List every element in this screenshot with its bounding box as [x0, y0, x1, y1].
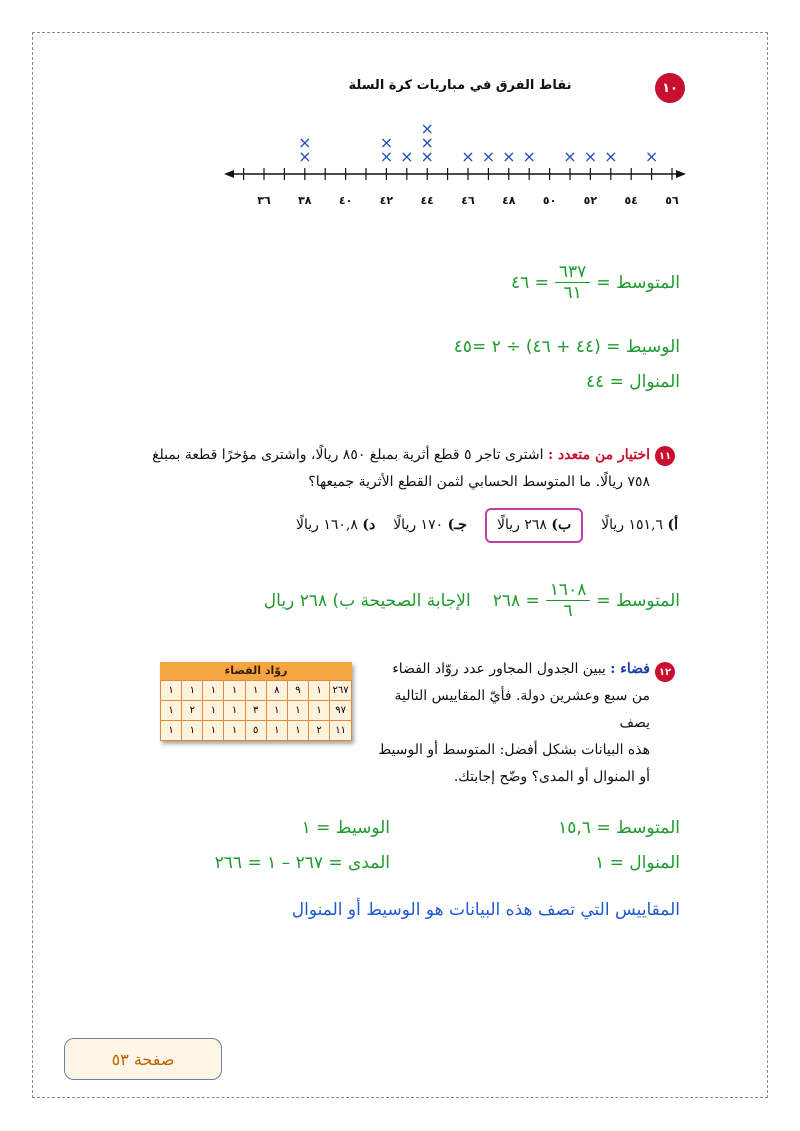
table-cell: ١: [266, 701, 287, 721]
table-cell: ١: [224, 681, 245, 701]
q12-median: الوسيط = ١: [301, 818, 390, 838]
q11-option-c-text: ١٧٠ ريالًا: [393, 517, 444, 533]
q11-option-b-text: ٢٦٨ ريالًا: [496, 517, 547, 533]
astronauts-table: [160, 662, 352, 741]
table-cell: ١: [309, 681, 330, 701]
table-cell: ١: [266, 721, 287, 741]
data-point-x-mark: ×: [420, 147, 434, 166]
data-point-x-mark: ×: [644, 147, 659, 166]
q11-option-c-letter: جـ): [447, 517, 467, 533]
q11-option-d-text: ١٦٠,٨ ريالًا: [295, 517, 358, 533]
question-11-number: ١١: [658, 450, 672, 462]
table-cell: ١: [182, 721, 203, 741]
q12-line2: من سبع وعشرين دولة. فأيّ المقاييس التالية يصف: [394, 688, 650, 731]
astronauts-table-grid: [160, 680, 352, 741]
q11-line2: ٧٥٨ ريالًا. ما المتوسط الحسابي لثمن القطع الأثرية جميعها؟: [308, 474, 650, 490]
q12-range: المدى = ٢٦٧ – ١ = ٢٦٦: [214, 853, 390, 873]
page-number-label: صفحة ٥٣: [111, 1049, 175, 1069]
data-point-x-mark: ×: [583, 147, 598, 166]
table-row: [161, 701, 352, 721]
q12-mean: المتوسط = ١٥,٦: [558, 818, 680, 838]
data-point-x-mark: ×: [298, 133, 312, 152]
q12-line1: يبين الجدول المجاور عدد روّاد الفضاء: [392, 661, 606, 677]
q11-mean-label: المتوسط =: [596, 590, 680, 611]
data-point-x-mark: ×: [481, 147, 496, 166]
q11-line1: اشترى تاجر ٥ قطع أثرية بمبلغ ٨٥٠ ريالًا، واشترى مؤخرًا قطعة بمبلغ: [152, 447, 544, 463]
data-point-x-mark: ×: [420, 133, 434, 152]
data-point-x-mark: ×: [379, 133, 394, 152]
data-point-x-mark: ×: [604, 147, 618, 166]
q10-mean-numerator: ٦٣٧: [555, 262, 590, 283]
q11-text: [95, 442, 650, 496]
q10-mean-fraction: [555, 262, 590, 303]
table-cell: ٥: [245, 721, 266, 741]
table-cell: ٩: [287, 681, 308, 701]
axis-tick-label: ٤٠: [338, 194, 353, 207]
dot-plot: [220, 100, 690, 210]
table-cell: ١: [203, 681, 224, 701]
q11-correct-answer: الإجابة الصحيحة ب) ٢٦٨ ريال: [263, 590, 471, 611]
data-point-x-mark: ×: [420, 119, 434, 138]
q11-option-a-text: ١٥١,٦ ريالًا: [601, 517, 664, 533]
table-cell: ١١: [330, 721, 352, 741]
q11-option-d-letter: د): [362, 517, 376, 533]
axis-tick-label: ٤٨: [502, 194, 516, 207]
data-point-x-mark: ×: [502, 147, 516, 166]
table-row: [161, 721, 352, 741]
number-line-right-arrow: [676, 170, 686, 178]
table-cell: ١: [203, 721, 224, 741]
axis-tick-label: ٣٦: [257, 194, 271, 207]
table-cell: ٨: [266, 681, 287, 701]
q10-mean-label: المتوسط =: [596, 272, 680, 293]
q12-mode: المنوال = ١: [595, 853, 680, 873]
table-cell: ١: [287, 701, 308, 721]
q12-text: [362, 656, 650, 791]
table-cell: ٣: [245, 701, 266, 721]
axis-tick-label: ٥٠: [542, 194, 557, 207]
table-cell: ١: [161, 681, 182, 701]
q11-mean-fraction: [546, 580, 591, 621]
data-point-x-mark: ×: [379, 147, 394, 166]
axis-tick-label: ٥٦: [665, 194, 679, 207]
table-cell: ١: [224, 721, 245, 741]
table-cell: ١: [224, 701, 245, 721]
axis-tick-label: ٤٢: [379, 194, 394, 207]
q11-heading: اختيار من متعدد :: [547, 447, 650, 463]
q12-line3: هذه البيانات بشكل أفضل: المتوسط أو الوسيط: [378, 742, 650, 758]
question-10-badge: [655, 73, 685, 103]
table-cell: ١: [182, 681, 203, 701]
table-cell: ١: [203, 701, 224, 721]
q10-mean-denominator: ٦١: [563, 283, 582, 303]
table-cell: ١: [309, 701, 330, 721]
q12-line4: أو المنوال أو المدى؟ وضّح إجابتك.: [453, 769, 650, 785]
q10-mode: المنوال = ٤٤: [585, 372, 680, 392]
q12-conclusion: المقاييس التي تصف هذه البيانات هو الوسيط أو المنوال: [291, 900, 680, 920]
q11-mean-result: = ٢٦٨: [492, 590, 540, 611]
data-point-x-mark: ×: [298, 147, 312, 166]
q11-option-c[interactable]: [393, 512, 467, 539]
data-point-x-mark: ×: [563, 147, 577, 166]
axis-tick-label: ٥٤: [624, 194, 638, 207]
q11-option-a-letter: أ): [667, 517, 678, 533]
table-row: [161, 681, 352, 701]
question-12-number: ١٢: [658, 666, 672, 678]
q11-option-b[interactable]: [485, 508, 583, 543]
axis-tick-label: ٥٢: [583, 194, 598, 207]
page-number-box: [64, 1038, 222, 1080]
q11-mean-line: [180, 580, 680, 621]
axis-tick-label: ٣٨: [298, 194, 312, 207]
q11-option-a[interactable]: [601, 512, 678, 539]
table-cell: ٢: [182, 701, 203, 721]
axis-tick-label: ٤٤: [420, 194, 434, 207]
astronauts-table-title: روّاد الفضاء: [160, 662, 352, 680]
table-cell: ١: [161, 721, 182, 741]
q11-mean-denominator: ٦: [563, 601, 573, 621]
q11-option-d[interactable]: [296, 512, 375, 539]
table-cell: ١: [287, 721, 308, 741]
table-cell: ٩٧: [330, 701, 352, 721]
table-cell: ١: [161, 701, 182, 721]
q11-options: [130, 508, 678, 543]
dot-plot-title: نقاط الفرق في مباريات كرة السلة: [348, 78, 572, 93]
data-point-x-mark: ×: [400, 147, 414, 166]
q10-median: الوسيط = (٤٤ + ٤٦) ÷ ٢ =٤٥: [453, 337, 680, 357]
question-11-badge: [655, 446, 675, 466]
question-12-badge: [655, 662, 675, 682]
table-cell: ٢: [309, 721, 330, 741]
q12-heading: فضاء :: [610, 661, 650, 677]
data-point-x-mark: ×: [522, 147, 536, 166]
axis-tick-label: ٤٦: [461, 194, 475, 207]
number-line-left-arrow: [224, 170, 234, 178]
q10-mean-line: [400, 262, 680, 303]
q11-mean-numerator: ١٦٠٨: [546, 580, 591, 601]
table-cell: ٢٦٧: [330, 681, 352, 701]
question-10-number: ١٠: [662, 80, 678, 96]
q10-mean-result: = ٤٦: [511, 272, 549, 293]
q11-option-b-letter: ب): [551, 517, 572, 533]
table-cell: ١: [245, 681, 266, 701]
data-point-x-mark: ×: [461, 147, 475, 166]
